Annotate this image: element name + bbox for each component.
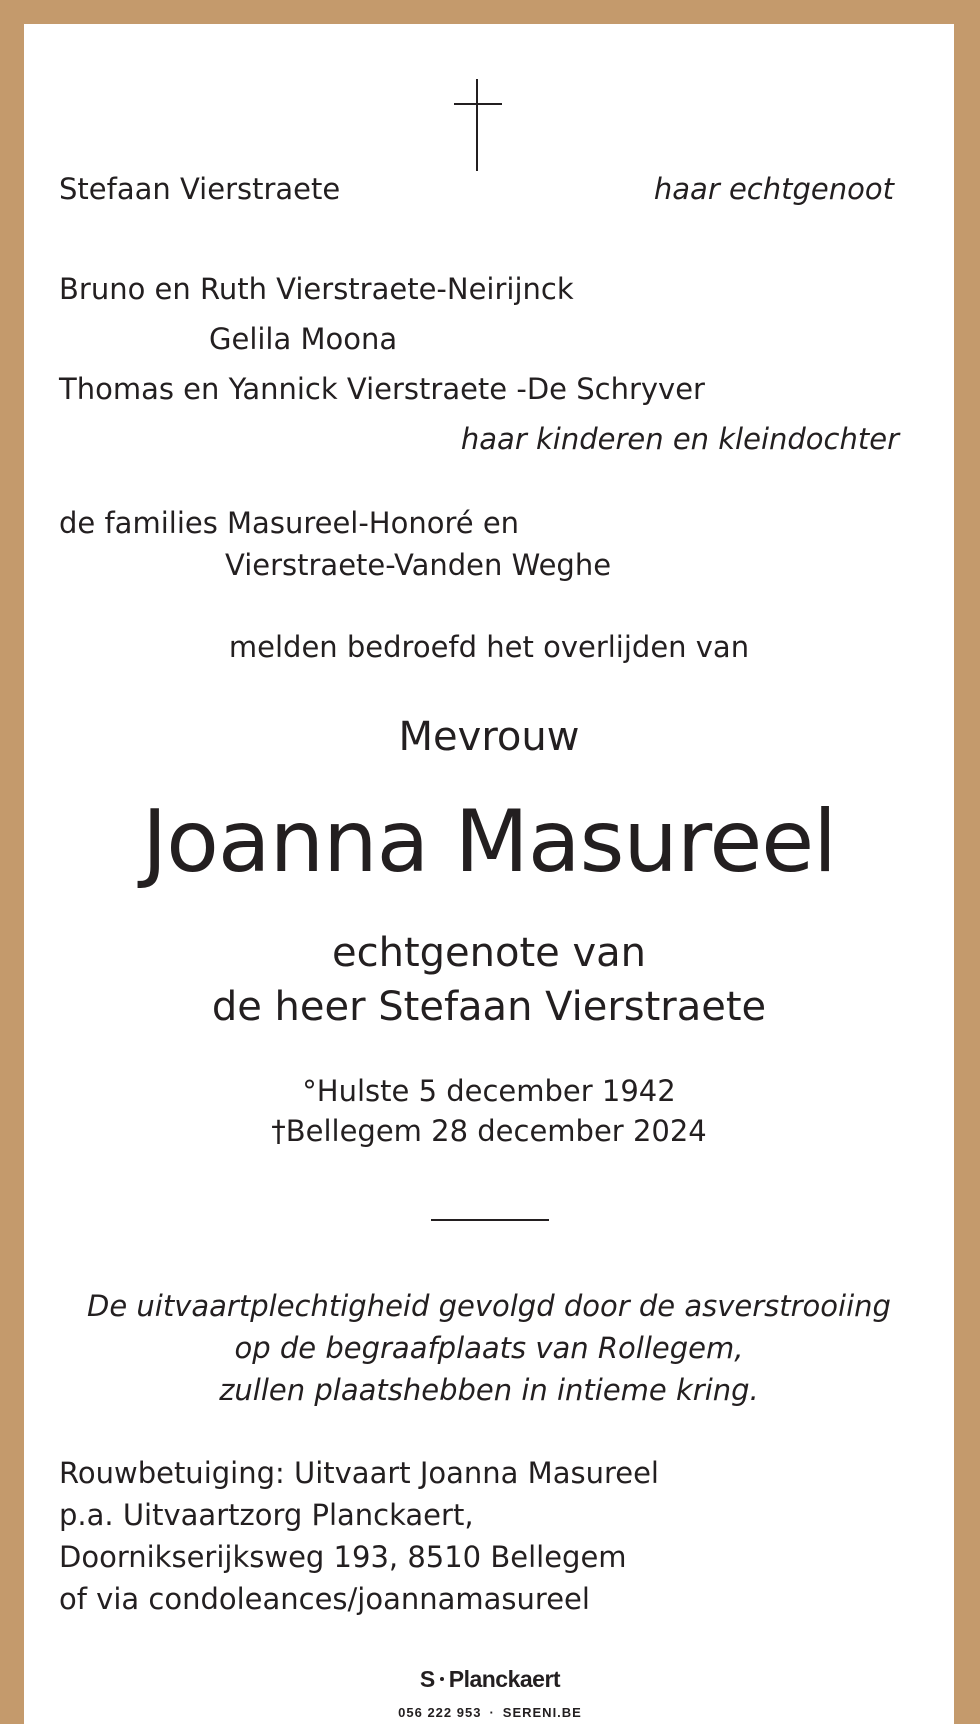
- deceased-name: Joanna Masureel: [141, 792, 837, 892]
- death-date: †Bellegem 28 december 2024: [271, 1114, 707, 1148]
- relation-line-2: de heer Stefaan Vierstraete: [211, 984, 767, 1030]
- footer-contact: [0, 1705, 980, 1720]
- condolences-line-4: of via condoleances/joannamasureel: [59, 1582, 590, 1616]
- spouse-name: Stefaan Vierstraete: [59, 172, 341, 206]
- children-line-2: Gelila Moona: [209, 322, 398, 356]
- families-line-1: de families Masureel-Honoré en: [59, 506, 520, 540]
- deceased-title: Mevrouw: [398, 714, 580, 760]
- ceremony-line-1: De uitvaartplechtigheid gevolgd door de asverstrooiing: [87, 1289, 891, 1323]
- spouse-role: haar echtgenoot: [653, 172, 894, 206]
- announcement: melden bedroefd het overlijden van: [228, 630, 750, 664]
- condolences-line-3: Doornikserijksweg 193, 8510 Bellegem: [59, 1540, 627, 1574]
- ceremony-line-3: zullen plaatshebben in intieme kring.: [219, 1373, 759, 1407]
- footer-separator: ·: [489, 1705, 495, 1720]
- ceremony-line-2: op de begraafplaats van Rollegem,: [234, 1331, 744, 1365]
- relation-line-1: echtgenote van: [331, 930, 646, 976]
- divider: [431, 1219, 549, 1221]
- children-line-1: Bruno en Ruth Vierstraete-Neirijnck: [59, 272, 574, 306]
- planckaert-logo: [0, 1666, 980, 1693]
- logo-mark: S: [419, 1666, 435, 1692]
- cross-icon: [454, 79, 502, 171]
- birth-date: °Hulste 5 december 1942: [302, 1074, 676, 1108]
- families-line-2: Vierstraete-Vanden Weghe: [225, 548, 612, 582]
- obituary-card: [24, 24, 954, 1724]
- logo-dot-icon: [440, 1677, 444, 1681]
- condolences-line-1: Rouwbetuiging: Uitvaart Joanna Masureel: [59, 1456, 659, 1490]
- condolences-line-2: p.a. Uitvaartzorg Planckaert,: [59, 1498, 474, 1532]
- logo-name: Planckaert: [448, 1666, 561, 1692]
- footer-website: SERENI.BE: [502, 1705, 582, 1720]
- children-role: haar kinderen en kleindochter: [460, 422, 899, 456]
- footer-phone: 056 222 953: [398, 1705, 482, 1720]
- children-line-3: Thomas en Yannick Vierstraete -De Schryver: [59, 372, 705, 406]
